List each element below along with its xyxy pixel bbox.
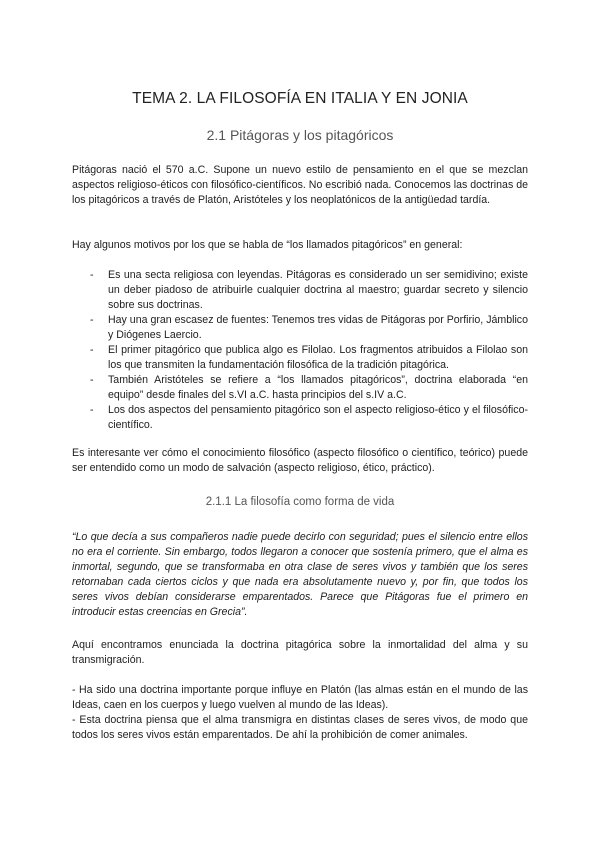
list-item-text: También Aristóteles se refiere a “los llamados pitagóricos”, doctrina elaborada “en equipo” desde finales del s.VI a.C. hasta principios del s.IV a.C. (108, 374, 528, 401)
doctrine-paragraph: Aquí encontramos enunciada la doctrina pitagórica sobre la inmortalidad del alma y su transmigración. (72, 639, 528, 666)
notes-block (72, 683, 528, 743)
motives-list (90, 268, 528, 433)
list-item-text: Hay una gran escasez de fuentes: Tenemos tres vidas de Pitágoras por Porfirio, Jámblico y Diógenes Laercio. (108, 314, 528, 341)
list-item-text: Es una secta religiosa con leyendas. Pitágoras es considerado un ser semidivino; existe un deber piadoso de atribuirle cualquier doctrina al maestro; guardar secreto y silencio sobre sus doctrinas. (108, 269, 528, 311)
section-heading: 2.1 Pitágoras y los pitagóricos (206, 127, 394, 143)
bullet-dash: - (90, 269, 94, 281)
bullet-dash: - (90, 404, 94, 416)
document-title: TEMA 2. LA FILOSOFÍA EN ITALIA Y EN JONIA (132, 90, 468, 107)
motives-intro-paragraph: Hay algunos motivos por los que se habla de “los llamados pitagóricos” en general: (72, 239, 463, 251)
list-item (90, 313, 528, 343)
bullet-dash: - (90, 314, 94, 326)
list-item (90, 403, 528, 433)
list-item (90, 268, 528, 313)
intro-paragraph: Pitágoras nació el 570 a.C. Supone un nuevo estilo de pensamiento en el que se mezclan aspectos religioso-éticos con filosófico-científicos. No escribió nada. Conocemos las doctrinas de los pitagóricos a través de Platón, Aristóteles y los neoplatónicos de la antigüedad tardía. (72, 164, 528, 206)
list-item-text: El primer pitagórico que publica algo es Filolao. Los fragmentos atribuidos a Filolao son los que transmiten la fundamentación filosófica de la tradición pitagórica. (108, 344, 528, 371)
list-item (90, 343, 528, 373)
quote-paragraph: “Lo que decía a sus compañeros nadie puede decirlo con seguridad; pues el silencio entre ellos no era el corriente. Sin embargo, todos llegaron a conocer que sostenía primero, que el alma es inmortal, segundo, que se transformaba en otra clase de seres vivos y también que los seres retornaban cada ciertos ciclos y que nada era absolutamente nuevo y, por fin, que todos los seres vivos debían considerarse emparentados. Parece que Pitágoras fue el primero en introducir estas creencias en Grecia”. (72, 531, 528, 618)
bullet-dash: - (90, 374, 94, 386)
bullet-dash: - (90, 344, 94, 356)
note-item: - Esta doctrina piensa que el alma transmigra en distintas clases de seres vivos, de modo que todos los seres vivos están emparentados. De ahí la prohibición de comer animales. (72, 714, 528, 741)
note-item: - Ha sido una doctrina importante porque influye en Platón (las almas están en el mundo de las Ideas, caen en los cuerpos y luego vuelven al mundo de las Ideas). (72, 684, 528, 711)
list-item-text: Los dos aspectos del pensamiento pitagórico son el aspecto religioso-ético y el filosófico-científico. (108, 404, 528, 431)
list-item (90, 373, 528, 403)
salvation-paragraph: Es interesante ver cómo el conocimiento filosófico (aspecto filosófico o científico, teórico) puede ser entendido como un modo de salvación (aspecto religioso, ético, práctico). (72, 447, 528, 474)
subsection-heading: 2.1.1 La filosofía como forma de vida (205, 496, 395, 508)
